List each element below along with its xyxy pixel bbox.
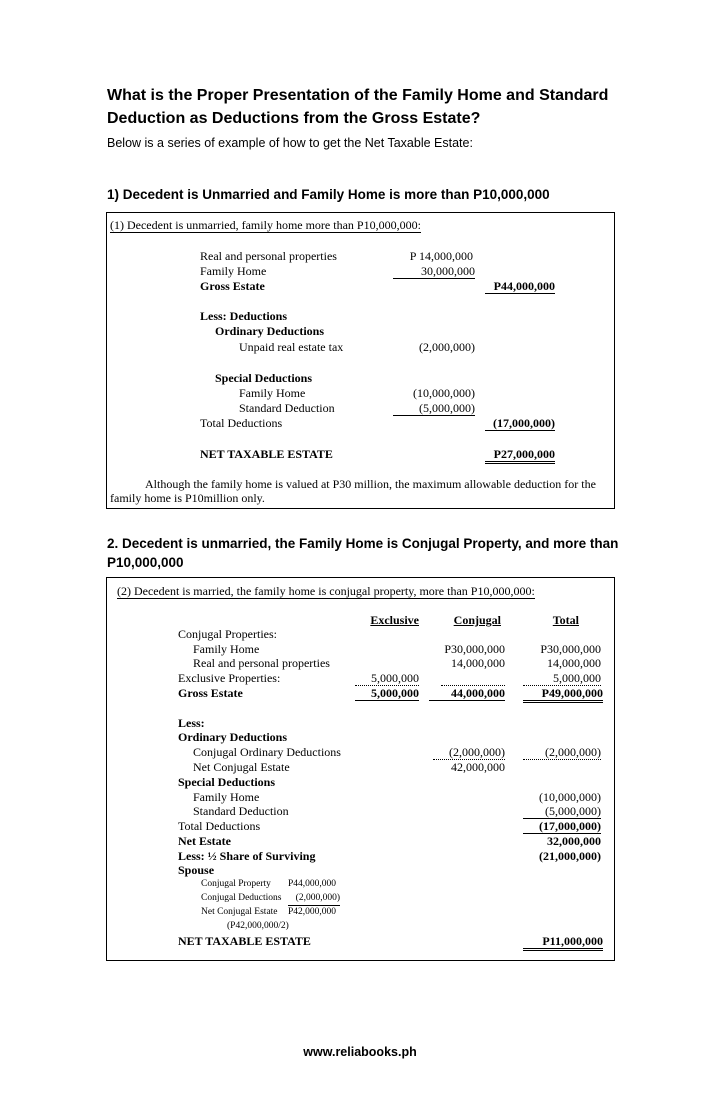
s1-net-taxable-label: NET TAXABLE ESTATE <box>200 447 333 461</box>
s1-gross-estate-value: P44,000,000 <box>485 279 555 294</box>
s1-family-home-value: 30,000,000 <box>393 264 475 279</box>
s2-real-personal-conjugal: 14,000,000 <box>451 656 505 670</box>
s1-special-deductions: Special Deductions <box>215 371 313 385</box>
s2-real-personal-label: Real and personal properties <box>193 656 330 670</box>
s2-family-home-conjugal: P30,000,000 <box>444 642 505 656</box>
section1-table-box <box>106 212 615 509</box>
s2-net-taxable-total: P11,000,000 <box>523 934 603 951</box>
s2-total-deductions-label: Total Deductions <box>178 819 261 833</box>
footer-url: www.reliabooks.ph <box>303 1045 417 1059</box>
page-title: What is the Proper Presentation of the Family Home and Standard Deduction as Deductions from the Gross Estate? <box>107 87 609 127</box>
s2-sd-family-home-label: Family Home <box>193 790 260 804</box>
s1-ordinary-deductions: Ordinary Deductions <box>215 324 325 338</box>
s2-net-conjugal-conjugal: 42,000,000 <box>451 760 505 774</box>
s2-conjugal-properties: Conjugal Properties: <box>178 627 277 641</box>
s2-calc-conjugal-property-value: P44,000,000 <box>288 879 337 889</box>
s2-gross-estate-exclusive: 5,000,000 <box>355 686 419 701</box>
s2-conjugal-ordinary-conjugal: (2,000,000) <box>433 745 505 760</box>
s1-total-deductions-value: (17,000,000) <box>485 416 555 431</box>
s2-special-deductions: Special Deductions <box>178 775 276 789</box>
s2-col-total: Total <box>552 613 579 627</box>
s2-sd-family-home-total: (10,000,000) <box>539 790 601 804</box>
s2-less-share-label: Less: ½ Share of Surviving <box>178 849 316 863</box>
s2-col-conjugal: Conjugal <box>453 613 501 627</box>
s1-sd-family-home-label: Family Home <box>239 386 306 400</box>
s2-total-deductions-total: (17,000,000) <box>523 819 601 834</box>
section1-caption: (1) Decedent is unmarried, family home more than P10,000,000: <box>110 218 421 232</box>
s2-calc-conjugal-property-label: Conjugal Property <box>201 879 271 889</box>
s1-less-deductions: Less: Deductions <box>200 309 288 323</box>
intro-text: Below is a series of example of how to get the Net Taxable Estate: <box>107 136 473 150</box>
section2-table-box <box>106 577 615 961</box>
s2-conjugal-ordinary-label: Conjugal Ordinary Deductions <box>193 745 341 759</box>
s1-note-line2: family home is P10million only. <box>110 491 265 505</box>
s2-standard-deduction-label: Standard Deduction <box>193 804 289 818</box>
s2-less-share-label2: Spouse <box>178 863 215 877</box>
s1-family-home-label: Family Home <box>200 264 267 278</box>
s2-net-estate-total: 32,000,000 <box>547 834 601 848</box>
section2-heading: 2. Decedent is unmarried, the Family Home is Conjugal Property, and more than P10,000,000 <box>107 536 619 570</box>
s2-exclusive-properties-conjugal-rule <box>441 671 505 686</box>
s2-family-home-label: Family Home <box>193 642 260 656</box>
s2-col-exclusive: Exclusive <box>370 613 419 627</box>
s1-sd-family-home-value: (10,000,000) <box>413 386 475 400</box>
s1-unpaid-tax-value: (2,000,000) <box>419 340 475 354</box>
s2-net-taxable-label: NET TAXABLE ESTATE <box>178 934 311 948</box>
s1-total-deductions-label: Total Deductions <box>200 416 283 430</box>
section1-heading: 1) Decedent is Unmarried and Family Home is more than P10,000,000 <box>107 187 550 202</box>
s2-calc-division: (P42,000,000/2) <box>227 921 289 931</box>
s2-exclusive-properties-exclusive: 5,000,000 <box>355 671 419 686</box>
s2-real-personal-total: 14,000,000 <box>547 656 601 670</box>
s1-standard-deduction-value: (5,000,000) <box>393 401 475 416</box>
s2-calc-net-conjugal-label: Net Conjugal Estate <box>201 907 278 917</box>
s2-calc-conjugal-deductions-value: (2,000,000) <box>288 891 340 906</box>
s2-conjugal-ordinary-total: (2,000,000) <box>523 745 601 760</box>
s1-net-taxable-value: P27,000,000 <box>485 447 555 464</box>
s2-gross-estate-label: Gross Estate <box>178 686 243 700</box>
s2-gross-estate-conjugal: 44,000,000 <box>429 686 505 701</box>
s1-standard-deduction-label: Standard Deduction <box>239 401 335 415</box>
s1-gross-estate-label: Gross Estate <box>200 279 265 293</box>
s2-exclusive-properties-total: 5,000,000 <box>523 671 601 686</box>
s2-ordinary-deductions: Ordinary Deductions <box>178 730 288 744</box>
s2-less: Less: <box>178 716 205 730</box>
s2-standard-deduction-total: (5,000,000) <box>523 804 601 819</box>
s2-exclusive-properties-label: Exclusive Properties: <box>178 671 281 685</box>
s2-calc-conjugal-deductions-label: Conjugal Deductions <box>201 893 282 903</box>
s2-less-share-total: (21,000,000) <box>539 849 601 863</box>
s1-real-personal-value: P 14,000,000 <box>409 249 473 263</box>
s2-net-estate-label: Net Estate <box>178 834 231 848</box>
section2-caption: (2) Decedent is married, the family home is conjugal property, more than P10,000,000: <box>117 584 535 598</box>
s2-calc-net-conjugal-value: P42,000,000 <box>288 907 337 917</box>
s2-net-conjugal-label: Net Conjugal Estate <box>193 760 290 774</box>
s2-family-home-total: P30,000,000 <box>540 642 601 656</box>
s1-real-personal-label: Real and personal properties <box>200 249 337 263</box>
s1-unpaid-tax-label: Unpaid real estate tax <box>239 340 344 354</box>
s1-note-line1: Although the family home is valued at P30 million, the maximum allowable deduction for the <box>145 477 596 491</box>
s2-gross-estate-total: P49,000,000 <box>523 686 603 703</box>
